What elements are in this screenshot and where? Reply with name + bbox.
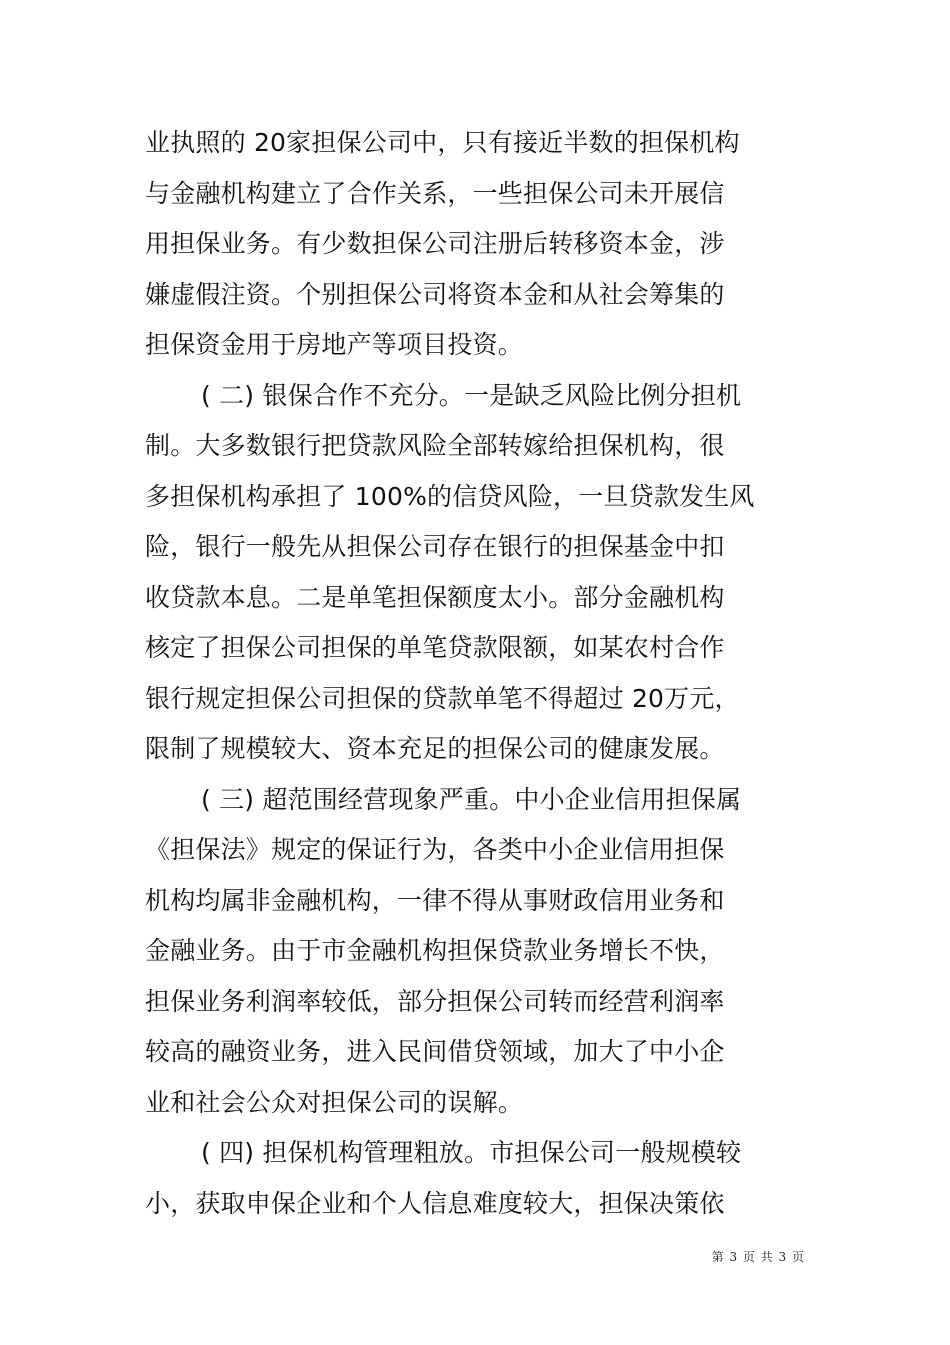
text-line: 银行规定担保公司担保的贷款单笔不得超过 20万元， — [145, 683, 740, 713]
text-line: 险，银行一般先从担保公司存在银行的担保基金中扣 — [145, 532, 725, 561]
text-line: 《担保法》规定的保证行为，各类中小企业信用担保 — [145, 835, 725, 864]
text-line: ( 四) 担保机构管理粗放。市担保公司一般规模较 — [201, 1138, 742, 1167]
text-line: 嫌虚假注资。个别担保公司将资本金和从社会筹集的 — [145, 279, 725, 309]
text-line: 收贷款本息。二是单笔担保额度太小。部分金融机构 — [145, 582, 725, 612]
text-line: 机构均属非金融机构，一律不得从事财政信用业务和 — [145, 885, 725, 915]
text-line: 业执照的 20家担保公司中，只有接近半数的担保机构 — [145, 128, 740, 157]
text-line: 用担保业务。有少数担保公司注册后转移资本金，涉 — [145, 229, 725, 258]
text-line: 较高的融资业务，进入民间借贷领域，加大了中小企 — [145, 1037, 725, 1066]
text-line: 业和社会公众对担保公司的误解。 — [145, 1087, 524, 1117]
text-line: 制。大多数银行把贷款风险全部转嫁给担保机构，很 — [145, 431, 725, 460]
text-line: 金融业务。由于市金融机构担保贷款业务增长不快， — [145, 936, 725, 965]
text-line: 多担保机构承担了 100%的信贷风险，一旦贷款发生风 — [145, 481, 755, 511]
document-body — [145, 118, 825, 1229]
text-line: ( 三) 超范围经营现象严重。中小企业信用担保属 — [201, 784, 742, 814]
page-number-footer: 第 3 页 共 3 页 — [711, 1250, 805, 1264]
text-line: ( 二) 银保合作不充分。一是缺乏风险比例分担机 — [201, 380, 742, 410]
text-line: 与金融机构建立了合作关系，一些担保公司未开展信 — [145, 178, 725, 208]
text-line: 担保资金用于房地产等项目投资。 — [145, 330, 524, 359]
text-line: 核定了担保公司担保的单笔贷款限额，如某农村合作 — [145, 633, 725, 662]
text-line: 小，获取申保企业和个人信息难度较大，担保决策依 — [145, 1188, 725, 1218]
text-line: 担保业务利润率较低，部分担保公司转而经营利润率 — [145, 986, 725, 1016]
text-line: 限制了规模较大、资本充足的担保公司的健康发展。 — [145, 734, 725, 763]
